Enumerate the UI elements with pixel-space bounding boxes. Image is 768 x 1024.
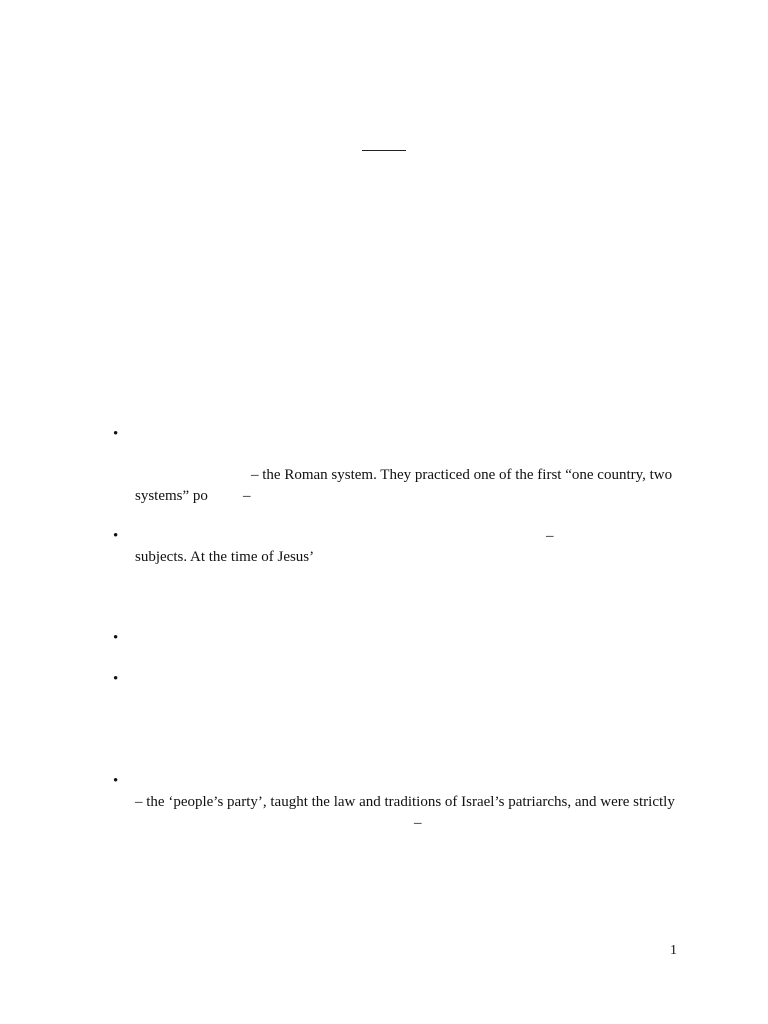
bullet-marker: • bbox=[113, 773, 119, 789]
bullet-marker: • bbox=[113, 426, 119, 442]
paragraph-line: – bbox=[546, 528, 554, 544]
bullet-marker: • bbox=[113, 671, 119, 687]
paragraph-line: – the Roman system. They practiced one of the first “one country, two bbox=[251, 467, 673, 483]
title-underline bbox=[362, 150, 406, 151]
bullet-marker: • bbox=[113, 630, 119, 646]
page-number: 1 bbox=[670, 943, 677, 958]
paragraph-line: subjects. At the time of Jesus’ bbox=[135, 549, 315, 565]
paragraph-line: – bbox=[414, 815, 422, 831]
paragraph-line: – bbox=[243, 488, 251, 504]
bullet-marker: • bbox=[113, 528, 119, 544]
paragraph-line: – the ‘people’s party’, taught the law and traditions of Israel’s patriarchs, and were strictly bbox=[135, 794, 675, 810]
paragraph-line: systems” po bbox=[135, 488, 208, 504]
